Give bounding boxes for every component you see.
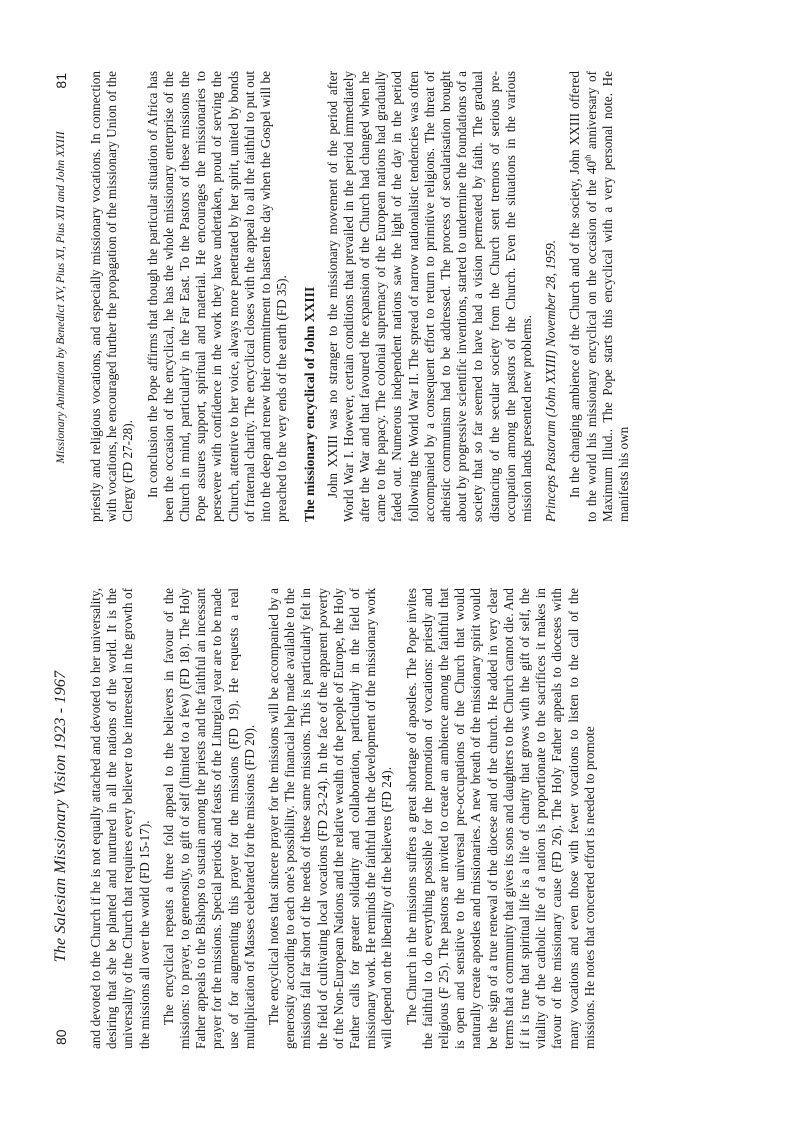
page-number-right: 81 bbox=[53, 73, 69, 89]
paragraph: priestly and religious vocations, and especially missionary vocations. In connection with vocations, he encouraged further the propagation of the missionary Union of the Clergy (FD 27-28). bbox=[88, 71, 136, 522]
right-page bbox=[0, 1, 793, 562]
chapter-title-header: Missionary Animation by Benedict XV, Pius XI, Pius XII and John XXIII bbox=[55, 131, 67, 464]
section-heading: The missionary encyclical of John XXIII bbox=[302, 286, 318, 522]
paragraph: and devoted to the Church if he is not equally attached and devoted to her universality, desiring that she be planted and nurtured in all the nations of the world. It is the universality of the Church that requires every believer to be interested in the growth of the missions all over the world (FD 15-17). bbox=[88, 588, 152, 1049]
paragraph bbox=[567, 71, 632, 522]
paragraph: John XXIII was no stranger to the missionary movement of the period after World War I. However, certain conditions that prevailed in the period immediately after the War and that favoured the expansion of the Church had changed when he came to the papacy. The colonial supremacy of the European nations had gradually faded out. Numerous independent nations saw the light of the day in the period following the World War II. The spread of narrow nationalistic tendencies was often accompanied by a consequent effort to return to primitive religions. The threat of atheistic communism had to be addressed. The process of secularisation brought about by progressive scientific inventions, started to undermine the foundations of a society that so far seemed to have had a vision permeated by faith. The gradual distancing of the secular society from the Church sent tremors of serious pre-occupation among the pastors of the Church. Even the situations in the various mission lands presented new problems. bbox=[324, 71, 535, 522]
paragraph: The encyclical notes that sincere prayer for the missions will be accompanied by a generosity according to each one's possibility. The financial help made available to the missions fall far short of the needs of these same missions. This is particularly felt in the field of cultivating local vocations (FD 23-24). In the face of the apparent poverty of the Non-European Nations and the relative wealth of the people of Europe, the Holy Father calls for greater solidarity and collaboration, particularly in the field of missionary work. He reminds the faithful that the development of the missionary work will depend on the liberality of the believers (FD 24). bbox=[266, 588, 395, 1049]
left-running-head bbox=[50, 588, 72, 1045]
paragraph: In conclusion the Pope affirms that though the particular situation of Africa has been the occasion of the encyclical, he has the whole missionary enterprise of the Church in mind, particularly in the Far East. To the Pastors of these missions the Pope assures support, spiritual and material. He encourages the missionaries to persevere with confidence in the work they have undertaken, proud of serving the Church, attentive to her voice, always more penetrated by her spirit, united by bonds of fraternal charity. The encyclical closes with the appeal to all the faithful to put out into the deep and renew their commitment to hasten the day when the Gospel will be preached to the very ends of the earth (FD 35). bbox=[144, 71, 290, 522]
right-running-head bbox=[50, 73, 72, 522]
encyclical-title: Princeps Pastorum (John XXIII) November 28, 1959. bbox=[543, 239, 559, 522]
paragraph-text: In the changing ambience of the Church and of the society, John XXIII offered to the world his missionary encyclical on the occasion of the 40 bbox=[567, 71, 599, 522]
left-page bbox=[0, 562, 793, 1123]
right-page-body bbox=[88, 71, 775, 522]
left-page-body bbox=[88, 588, 775, 1049]
ordinal-suffix: th bbox=[583, 154, 593, 161]
paragraph-text: anniversary of Maximum Illud.. The Pope starts this encyclical with a very personal note. He manifests his own bbox=[583, 71, 632, 522]
paragraph: The encyclical repeats a three fold appeal to the believers in favour of the missions: to prayer, to generosity, to gift of self (limited to a few) (FD 18). The Holy Father appeals to the Bishops to sustain among the priests and the faithful an incessant prayer for the missions. Special periods and feasts of the Liturgical year are to be made use of for augmenting this prayer for the missions (FD 19). He requests a real multiplication of Masses celebrated for the missions (FD 20). bbox=[160, 588, 257, 1049]
paragraph: The Church in the missions suffers a great shortage of apostles. The Pope invites the faithful to do everything possible for the promotion of vocations: priestly and religious (F 25). The pastors are invited to create an ambience among the faithful that is open and sensitive to the universal pre-occupations of the Church that would naturally create apostles and missionaries. A new breath of the missionary spirit would be the sign of a true renewal of the diocese and of the church. He added in very clear terms that a community that gives its sons and daughters to the Church cannot die. And if it is true that spiritual life is a life of charity that grows with the gift of self, the vitality of the catholic life of a nation is proportionate to the sacrifices it makes in favour of the missionary cause (FD 26). The Holy Father appeals to dioceses with many vocations and even those with fewer vocations to listen to the call of the missions. He notes that concerted effort is needed to promote bbox=[403, 588, 597, 1049]
page-number-left: 80 bbox=[53, 1029, 69, 1045]
book-title-header: The Salesian Missionary Vision 1923 - 1967 bbox=[52, 670, 69, 963]
